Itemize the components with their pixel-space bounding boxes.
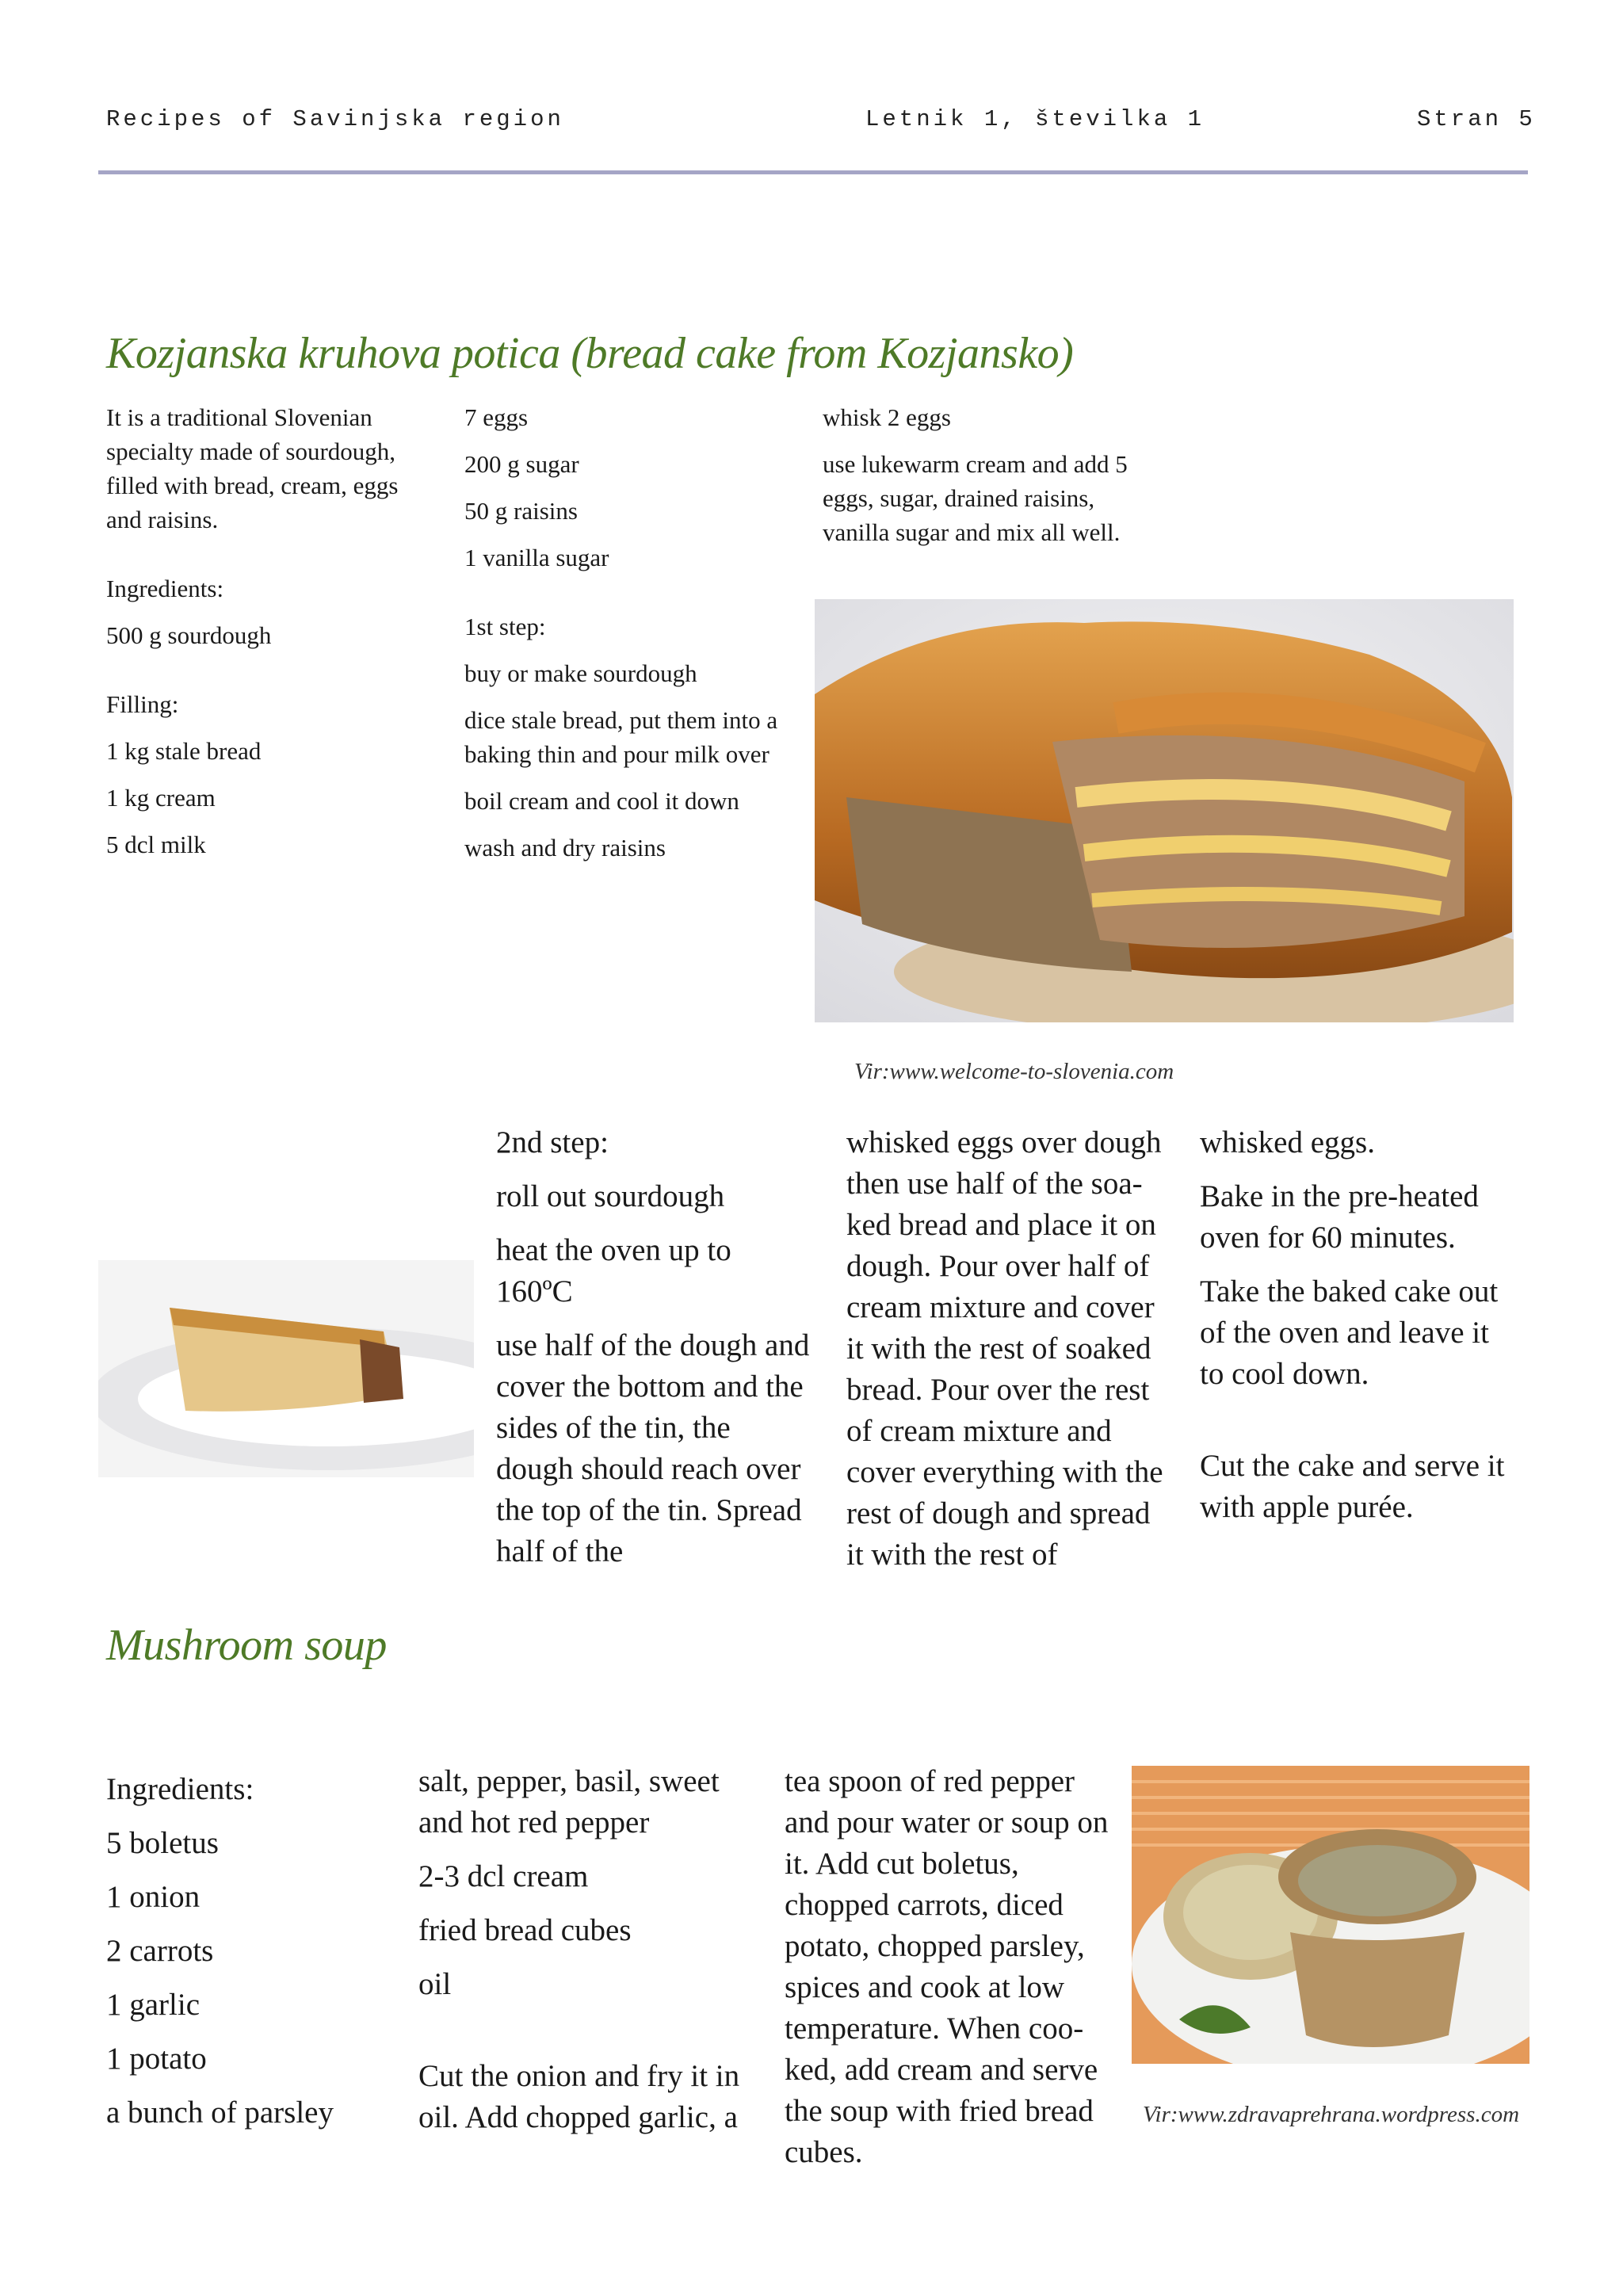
- step-item: whisked eggs.: [1200, 1125, 1375, 1159]
- potica-photo: [815, 599, 1514, 1022]
- potica-intro: It is a traditional Slovenian specialty made of sourdough, filled with bread, cream, eggs and raisins.: [106, 403, 399, 533]
- header-issue: Letnik 1, številka 1: [865, 106, 1205, 132]
- step-item: Bake in the pre-heated oven for 60 minutes.: [1200, 1179, 1479, 1255]
- step-item: boil cream and cool it down: [464, 787, 739, 815]
- soup-title: Mushroom soup: [106, 1621, 387, 1670]
- potica-filling-label: Filling:: [106, 690, 179, 718]
- potica-column-1: [106, 400, 423, 874]
- potica-column-3: [823, 400, 1155, 562]
- potica-step2-column-2: [846, 1122, 1173, 1576]
- ingredient-item: 500 g sourdough: [106, 621, 272, 649]
- potica-photo-illustration: [815, 599, 1514, 1022]
- soup-photo: [1132, 1766, 1529, 2064]
- step-item: use lukewarm cream and add 5 eggs, sugar, drained raisins, vanilla sugar and mix all well.: [823, 450, 1128, 546]
- step-item: roll out sourdough: [496, 1179, 725, 1213]
- step-item: Take the baked cake out of the oven and leave it to cool down.: [1200, 1274, 1499, 1391]
- ingredient-item: salt, pepper, basil, sweet and hot red pepper: [418, 1764, 720, 1839]
- ingredient-item: 2 carrots: [106, 1934, 214, 1968]
- potica-ingredients-label: Ingredients:: [106, 575, 224, 602]
- soup-photo-credit: Vir:www.zdravaprehrana.wordpress.com: [1143, 2102, 1520, 2127]
- ingredient-item: 2-3 dcl cream: [418, 1859, 589, 1893]
- soup-method-start: Cut the onion and fry it in oil. Add chopped garlic, a: [418, 2059, 740, 2134]
- potica-title: Kozjanska kruhova potica (bread cake from Kozjansko): [106, 329, 1074, 378]
- step-item: wash and dry raisins: [464, 834, 666, 861]
- soup-column-1: [106, 1769, 391, 2146]
- step2-label: 2nd step:: [496, 1125, 609, 1159]
- ingredient-item: 1 garlic: [106, 1988, 200, 2022]
- step-item: heat the oven up to 160ºC: [496, 1233, 731, 1308]
- ingredient-item: 7 eggs: [464, 403, 529, 431]
- ingredient-item: fried bread cubes: [418, 1913, 632, 1947]
- ingredient-item: a bunch of parsley: [106, 2095, 334, 2130]
- header-page-number: Stran 5: [1417, 106, 1536, 132]
- ingredient-item: oil: [418, 1967, 452, 2001]
- ingredient-item: 1 onion: [106, 1880, 200, 1914]
- potica-column-2: [464, 400, 797, 877]
- step-item: dice stale bread, put them into a baking thin and pour milk over: [464, 706, 778, 768]
- step-item: whisked eggs over dough then use half of the soa-ked bread and place it on dough. Pour over half of cream mixture and cover it with the rest of soaked bread. Pour over the rest of cream mixture and cover everything with the rest of dough and spread it with the rest of: [846, 1125, 1163, 1572]
- filling-item: 1 kg stale bread: [106, 737, 262, 765]
- step-item: use half of the dough and cover the bottom and the sides of the tin, the dough should reach over the top of the tin. Spread half of the: [496, 1328, 810, 1568]
- serve-instruction: Cut the cake and serve it with apple purée.: [1200, 1449, 1505, 1524]
- header-rule: [98, 170, 1528, 174]
- potica-step2-column-1: [496, 1122, 813, 1585]
- filling-item: 5 dcl milk: [106, 831, 206, 858]
- soup-method-continued: tea spoon of red pepper and pour water or soup on it. Add cut boletus, chopped carrots, diced potato, chopped parsley, spices and cook at low temperature. When coo-ked, add cream and serve the soup with fried bread cubes.: [785, 1764, 1109, 2169]
- step-item: buy or make sourdough: [464, 659, 697, 687]
- ingredient-item: 200 g sugar: [464, 450, 579, 478]
- cake-slice-photo: [98, 1260, 474, 1477]
- soup-bread-bowl-illustration: [1132, 1766, 1529, 2064]
- ingredient-item: 5 boletus: [106, 1826, 219, 1860]
- header-publication: Recipes of Savinjska region: [106, 106, 564, 132]
- soup-column-3: [785, 1761, 1117, 2173]
- potica-step2-column-3: [1200, 1122, 1517, 1541]
- filling-item: 1 kg cream: [106, 784, 216, 812]
- ingredient-item: 50 g raisins: [464, 497, 578, 525]
- step-item: whisk 2 eggs: [823, 403, 951, 431]
- potica-photo-credit: Vir:www.welcome-to-slovenia.com: [854, 1059, 1174, 1084]
- ingredient-item: 1 vanilla sugar: [464, 544, 609, 571]
- soup-ingredients-label: Ingredients:: [106, 1772, 254, 1806]
- ingredient-item: 1 potato: [106, 2042, 207, 2076]
- soup-column-2: [418, 1761, 767, 2138]
- step1-label: 1st step:: [464, 613, 546, 640]
- cake-slice-illustration: [98, 1260, 474, 1477]
